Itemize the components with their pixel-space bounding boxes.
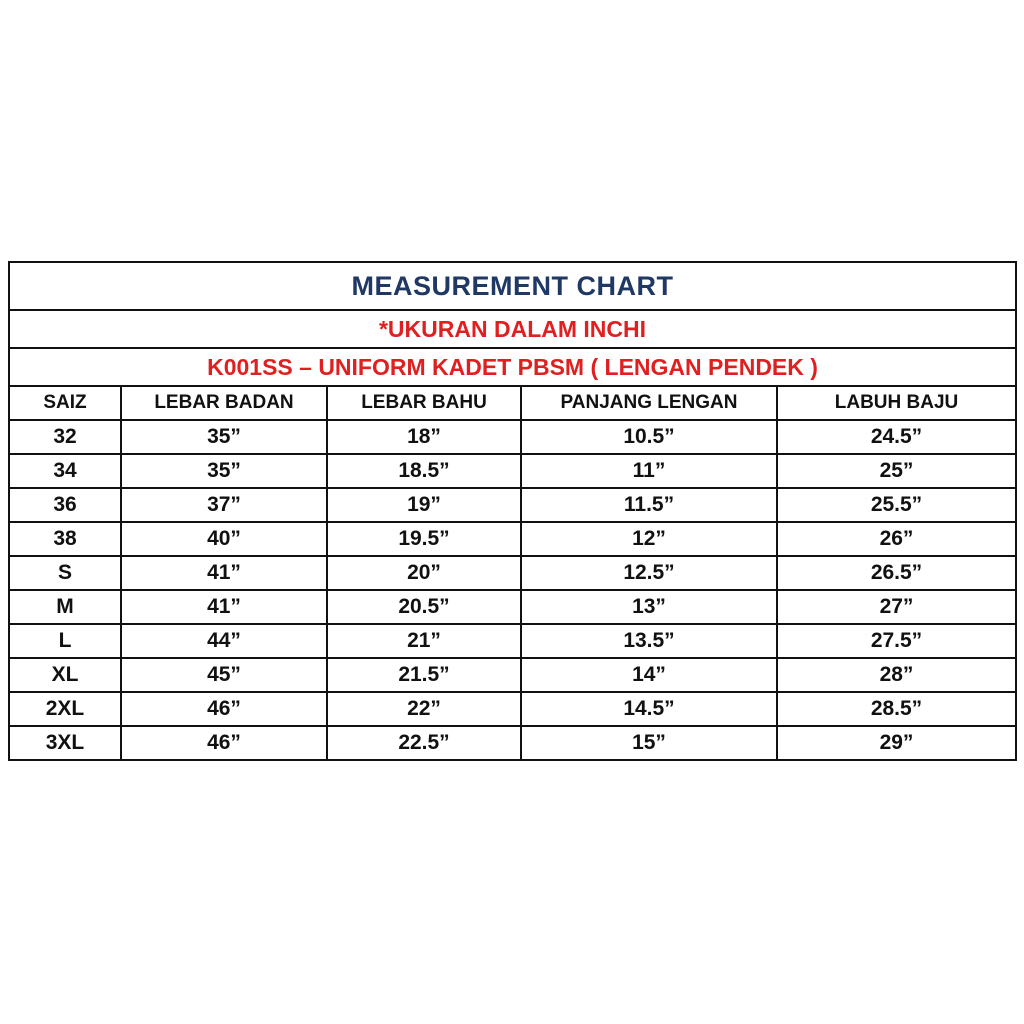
- size-cell: 38: [9, 522, 121, 556]
- table-row: [9, 522, 1016, 556]
- lebar-bahu-cell: 21.5”: [327, 658, 521, 692]
- lebar-bahu-cell: 22”: [327, 692, 521, 726]
- chart-title-row: [9, 262, 1016, 310]
- labuh-baju-cell: 25.5”: [777, 488, 1016, 522]
- size-cell: 32: [9, 420, 121, 454]
- product-name: K001SS – UNIFORM KADET PBSM ( LENGAN PENDEK ): [9, 348, 1016, 386]
- panjang-lengan-cell: 12.5”: [521, 556, 777, 590]
- lebar-bahu-cell: 19”: [327, 488, 521, 522]
- table-row: [9, 692, 1016, 726]
- product-row: [9, 348, 1016, 386]
- panjang-lengan-cell: 15”: [521, 726, 777, 760]
- size-cell: 3XL: [9, 726, 121, 760]
- lebar-badan-cell: 35”: [121, 454, 327, 488]
- lebar-badan-cell: 37”: [121, 488, 327, 522]
- column-header-row: [9, 386, 1016, 420]
- chart-title: MEASUREMENT CHART: [9, 262, 1016, 310]
- size-cell: 34: [9, 454, 121, 488]
- column-header-panjang-lengan: PANJANG LENGAN: [521, 386, 777, 420]
- unit-note: *UKURAN DALAM INCHI: [9, 310, 1016, 348]
- lebar-badan-cell: 46”: [121, 692, 327, 726]
- size-cell: L: [9, 624, 121, 658]
- lebar-badan-cell: 44”: [121, 624, 327, 658]
- size-cell: 2XL: [9, 692, 121, 726]
- size-cell: XL: [9, 658, 121, 692]
- column-header-lebar-badan: LEBAR BADAN: [121, 386, 327, 420]
- panjang-lengan-cell: 14.5”: [521, 692, 777, 726]
- size-cell: M: [9, 590, 121, 624]
- labuh-baju-cell: 27.5”: [777, 624, 1016, 658]
- panjang-lengan-cell: 14”: [521, 658, 777, 692]
- column-header-saiz: SAIZ: [9, 386, 121, 420]
- lebar-badan-cell: 41”: [121, 556, 327, 590]
- panjang-lengan-cell: 11”: [521, 454, 777, 488]
- lebar-badan-cell: 40”: [121, 522, 327, 556]
- labuh-baju-cell: 26.5”: [777, 556, 1016, 590]
- lebar-badan-cell: 46”: [121, 726, 327, 760]
- table-row: [9, 624, 1016, 658]
- labuh-baju-cell: 28.5”: [777, 692, 1016, 726]
- table-row: [9, 454, 1016, 488]
- lebar-badan-cell: 41”: [121, 590, 327, 624]
- panjang-lengan-cell: 11.5”: [521, 488, 777, 522]
- lebar-bahu-cell: 20”: [327, 556, 521, 590]
- table-row: [9, 488, 1016, 522]
- table-row: [9, 590, 1016, 624]
- labuh-baju-cell: 25”: [777, 454, 1016, 488]
- measurement-chart-table: [8, 261, 1017, 761]
- lebar-bahu-cell: 22.5”: [327, 726, 521, 760]
- labuh-baju-cell: 24.5”: [777, 420, 1016, 454]
- column-header-lebar-bahu: LEBAR BAHU: [327, 386, 521, 420]
- table-row: [9, 420, 1016, 454]
- table-row: [9, 658, 1016, 692]
- labuh-baju-cell: 29”: [777, 726, 1016, 760]
- table-row: [9, 726, 1016, 760]
- column-header-labuh-baju: LABUH BAJU: [777, 386, 1016, 420]
- lebar-badan-cell: 35”: [121, 420, 327, 454]
- table-row: [9, 556, 1016, 590]
- lebar-bahu-cell: 21”: [327, 624, 521, 658]
- lebar-bahu-cell: 18”: [327, 420, 521, 454]
- labuh-baju-cell: 26”: [777, 522, 1016, 556]
- labuh-baju-cell: 28”: [777, 658, 1016, 692]
- lebar-bahu-cell: 18.5”: [327, 454, 521, 488]
- size-cell: 36: [9, 488, 121, 522]
- labuh-baju-cell: 27”: [777, 590, 1016, 624]
- size-cell: S: [9, 556, 121, 590]
- panjang-lengan-cell: 10.5”: [521, 420, 777, 454]
- panjang-lengan-cell: 13”: [521, 590, 777, 624]
- lebar-badan-cell: 45”: [121, 658, 327, 692]
- panjang-lengan-cell: 13.5”: [521, 624, 777, 658]
- chart-note-row: [9, 310, 1016, 348]
- lebar-bahu-cell: 19.5”: [327, 522, 521, 556]
- lebar-bahu-cell: 20.5”: [327, 590, 521, 624]
- panjang-lengan-cell: 12”: [521, 522, 777, 556]
